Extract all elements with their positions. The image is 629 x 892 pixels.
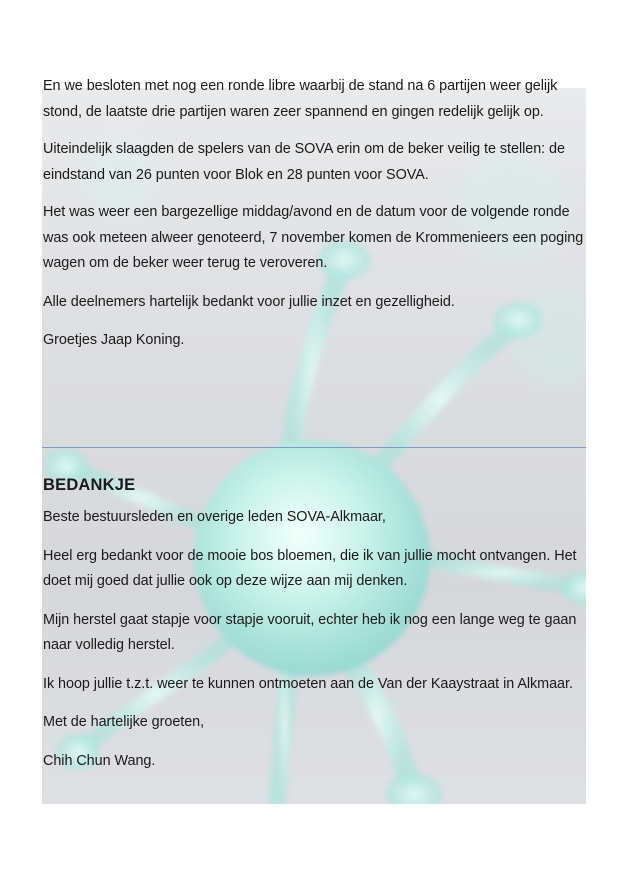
paragraph-flowers-thanks: Heel erg bedankt voor de mooie bos bloemen, die ik van jullie mocht ontvangen. Het doet mij goed dat jullie ook op deze wijze aan mij denken. <box>43 547 577 589</box>
paragraph-thanks-participants: Alle deelnemers hartelijk bedankt voor jullie inzet en gezelligheid. <box>43 293 455 310</box>
section-divider <box>42 447 586 448</box>
article-continuation <box>43 74 588 354</box>
paragraph-recovery: Mijn herstel gaat stapje voor stapje vooruit, echter heb ik nog een lange weg te gaan naar volledig herstel. <box>43 611 577 653</box>
paragraph-next-round: Het was weer een bargezellige middag/avond en de datum voor de volgende ronde was ook meteen alweer genoteerd, 7 november komen de Krommenieers een poging wagen om de beker weer terug te veroveren. <box>43 204 584 271</box>
signature-jaap-koning: Groetjes Jaap Koning. <box>43 332 185 348</box>
section-heading: BEDANKJE <box>43 476 136 494</box>
closing: Met de hartelijke groeten, <box>43 714 205 730</box>
paragraph-libre-round: En we besloten met nog een ronde libre waarbij de stand na 6 partijen weer gelijk stond, de laatste drie partijen waren zeer spannend en gingen redelijk gelijk op. <box>43 78 558 120</box>
salutation: Beste bestuursleden en overige leden SOVA-Alkmaar, <box>43 509 386 525</box>
signature-chih-chun-wang: Chih Chun Wang. <box>43 752 156 769</box>
bedankje-section <box>43 473 588 774</box>
paragraph-meet-again: Ik hoop jullie t.z.t. weer te kunnen ontmoeten aan de Van der Kaaystraat in Alkmaar. <box>43 675 573 692</box>
paragraph-final-score: Uiteindelijk slaagden de spelers van de SOVA erin om de beker veilig te stellen: de eindstand van 26 punten voor Blok en 28 punten voor SOVA. <box>43 141 565 183</box>
